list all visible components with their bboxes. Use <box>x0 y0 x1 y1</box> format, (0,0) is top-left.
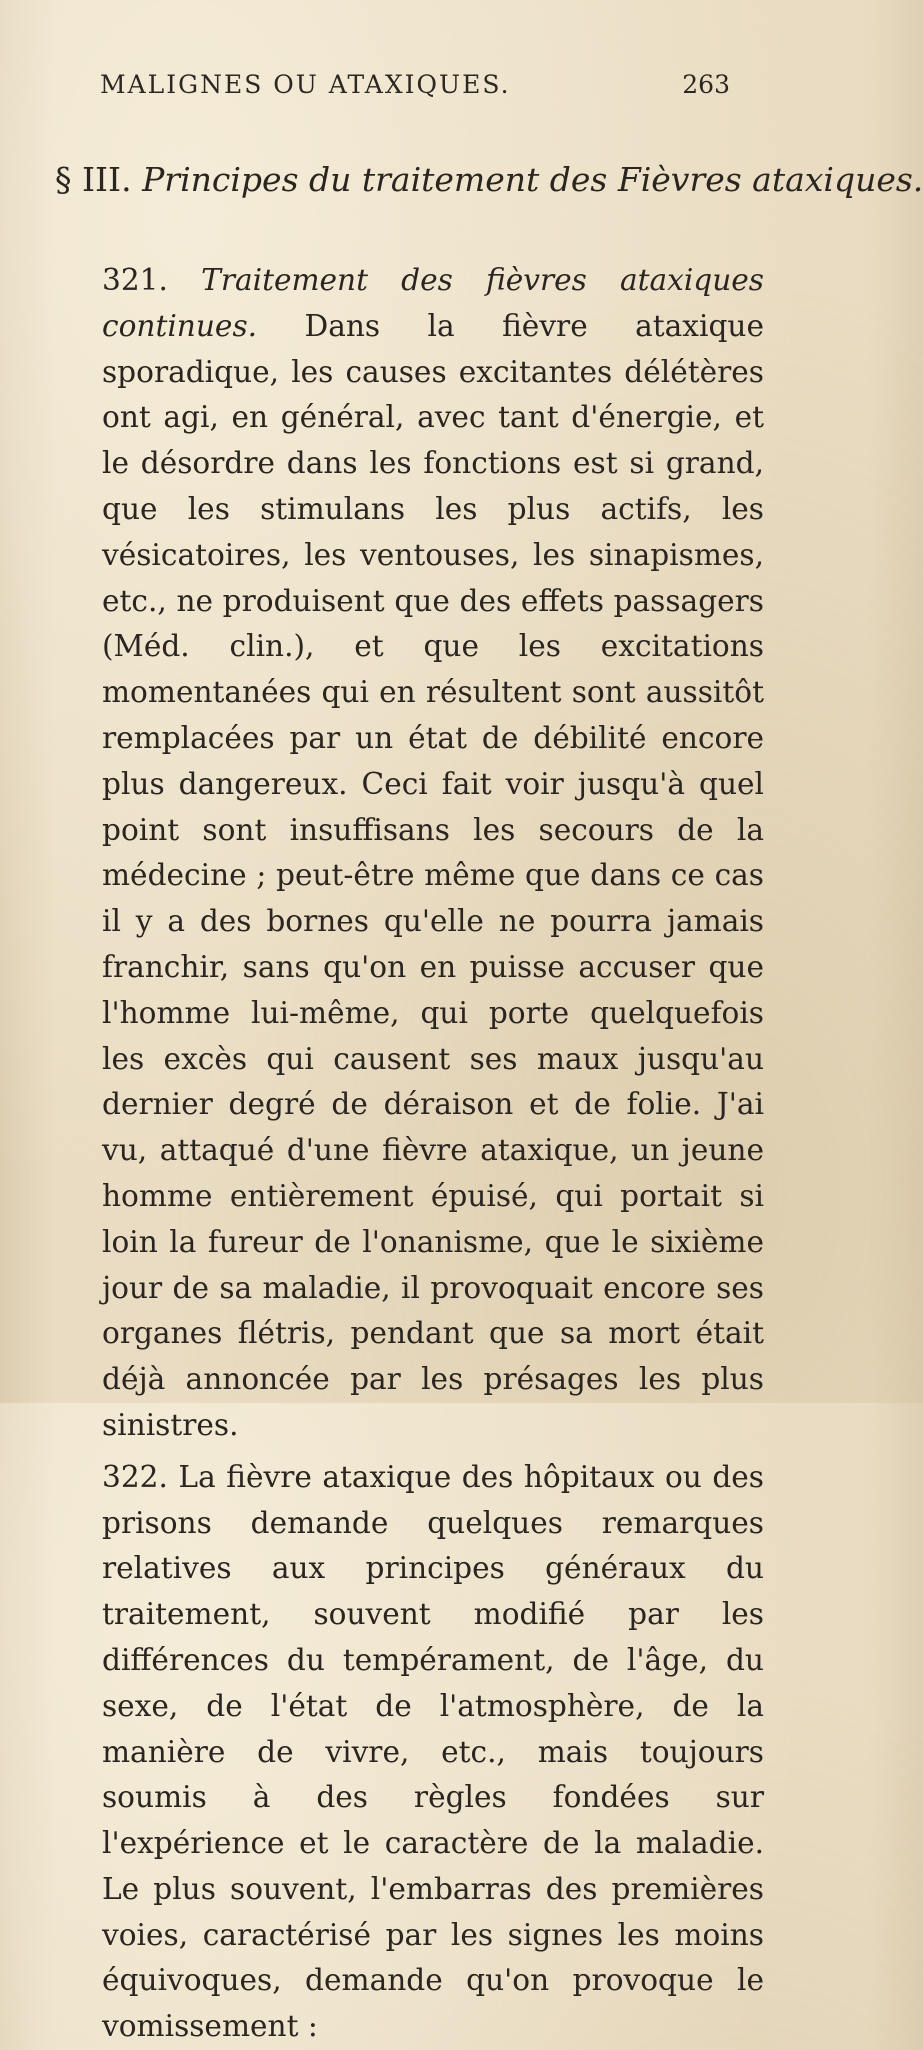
section-heading <box>55 160 923 199</box>
running-head <box>100 70 760 110</box>
paragraph-321 <box>52 258 764 1449</box>
paragraph-text: Dans la fièvre ataxique sporadique, les causes excitantes délétères ont agi, en général, avec tant d'énergie, et le désordre dans les fonctions est si grand, que les stimulans les plus actifs, les vésicatoires, les ventouses, les sinapismes, etc., ne produisent que des effets passagers (Méd. clin.), et que les excitations momentanées qui en résultent sont aussitôt remplacées par un état de débilité encore plus dangereux. Ceci fait voir jusqu'à quel point sont insuffisans les secours de la médecine ; peut-être même que dans ce cas il y a des bornes qu'elle ne pourra jamais franchir, sans qu'on en puisse accuser que l'homme lui-même, qui porte quelquefois les excès qui causent ses maux jusqu'au dernier degré de déraison et de folie. J'ai vu, attaqué d'une fièvre ataxique, un jeune homme entièrement épuisé, qui portait si loin la fureur de l'onanisme, que le sixième jour de sa maladie, il provoquait encore ses organes flétris, pendant que sa mort était déjà annoncée par les présages les plus sinistres. <box>102 308 764 1442</box>
running-head-title: MALIGNES OU ATAXIQUES. <box>100 70 511 99</box>
paragraph-322 <box>52 1455 764 2050</box>
page-number: 263 <box>682 70 730 99</box>
paragraph-heading: Traitement des fièvres ataxiques continues. <box>102 263 764 343</box>
body-text <box>52 258 764 2050</box>
paragraph-text: La fièvre ataxique des hôpitaux ou des prisons demande quelques remarques relatives aux principes généraux du traitement, souvent modifié par les différences du tempérament, de l'âge, du sexe, de l'état de l'atmosphère, de la manière de vivre, etc., mais toujours soumis à des règles fondées sur l'expérience et le caractère de la maladie. Le plus souvent, l'embarras des premières voies, caractérisé par les signes les moins équivoques, demande qu'on provoque le vomissement : <box>102 1459 764 2044</box>
paragraph-number: 321. <box>102 263 168 297</box>
section-title: Principes du traitement des Fièvres ataxiques. <box>142 160 923 199</box>
paragraph-number: 322. <box>102 1459 168 1494</box>
section-symbol: § III. <box>55 160 132 199</box>
